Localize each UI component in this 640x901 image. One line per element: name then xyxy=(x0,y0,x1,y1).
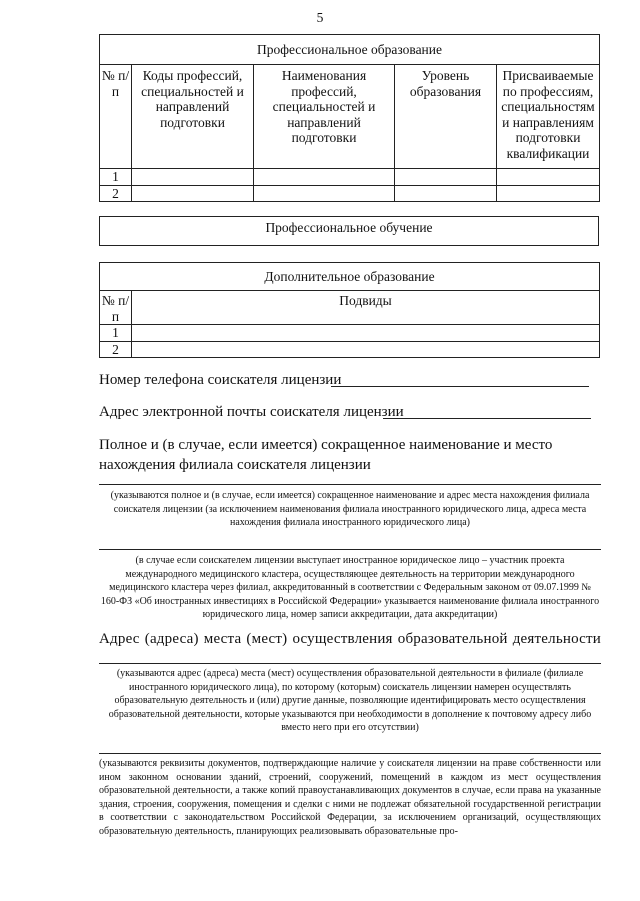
cluster-input-line[interactable] xyxy=(99,549,601,550)
address-input-line[interactable] xyxy=(99,663,601,664)
row-number: 1 xyxy=(100,325,132,342)
page-number: 5 xyxy=(316,10,324,25)
col-header-number: № п/п xyxy=(100,291,132,325)
additional-education-table xyxy=(99,262,600,358)
cell-names[interactable] xyxy=(254,169,395,186)
table-row xyxy=(100,341,600,358)
cell-codes[interactable] xyxy=(132,185,254,202)
branch-note: (указываются полное и (в случае, если имеется) сокращенное наименование и адрес места нахождения филиала соискателя лицензии (за исключением наименования филиала иностранного юридического лица, адреса места нахождения филиала иностранного юридического лица) xyxy=(110,490,590,528)
cell-subtypes[interactable] xyxy=(132,325,600,342)
col-header-names: Наименования профессий, специальностей и направлений подготовки xyxy=(254,65,395,169)
phone-input-line[interactable] xyxy=(331,386,589,387)
cell-names[interactable] xyxy=(254,185,395,202)
phone-label: Номер телефона соискателя лицензии xyxy=(99,372,342,388)
cell-level[interactable] xyxy=(395,169,497,186)
table-row xyxy=(100,169,600,186)
row-number: 2 xyxy=(100,341,132,358)
col-header-codes: Коды профессий, специальностей и направлений подготовки xyxy=(132,65,254,169)
col-header-subtypes: Подвиды xyxy=(132,291,600,325)
documents-note: (указываются реквизиты документов, подтверждающие наличие у соискателя лицензии на праве собственности или ином законном основании зданий, строений, сооружений, помещений в каждом из мест осуществления образовательной деятельности, а также копий правоустанавливающих документов в случае, если права на указанные здания, строения, сооружения, помещения и сделки с ними не подлежат обязательной государственной регистрации в соответствии с законодательством Российской Федерации, за исключением организаций, осуществляющих образовательную деятельность, планирующих реализовывать образовательные про- xyxy=(99,758,601,837)
col-header-level: Уровень образования xyxy=(395,65,497,169)
branch-label: Полное и (в случае, если имеется) сокращенное наименование и место нахождения филиала соискателя лицензии xyxy=(99,437,553,473)
email-label: Адрес электронной почты соискателя лицензии xyxy=(99,404,404,420)
row-number: 2 xyxy=(100,185,132,202)
cell-level[interactable] xyxy=(395,185,497,202)
col-header-number: № п/п xyxy=(100,65,132,169)
cell-qualifications[interactable] xyxy=(497,185,600,202)
table-row xyxy=(100,185,600,202)
row-number: 1 xyxy=(100,169,132,186)
cell-qualifications[interactable] xyxy=(497,169,600,186)
documents-input-line[interactable] xyxy=(99,753,601,754)
professional-education-title: Профессиональное образование xyxy=(100,35,600,65)
additional-education-title: Дополнительное образование xyxy=(100,263,600,291)
col-header-qualifications: Присваиваемые по профессиям, специальностям и направлениям подготовки квалификации xyxy=(497,65,600,169)
cluster-note: (в случае если соискателем лицензии выступает иностранное юридическое лицо – участник проекта международного медицинского кластера, осуществляющее деятельность на территории международного медицинского кластера через филиал, аккредитованный в соответствии с Федеральным законом от 09.07.1999 № 160-ФЗ «Об иностранных инвестициях в Российской Федерации» указывается наименование филиала иностранного юридического лица, номер записи аккредитации, дата аккредитации) xyxy=(100,555,600,620)
address-note: (указываются адрес (адреса) места (мест) осуществления образовательной деятельности в филиале (филиале иностранного юридического лица), по которому (которым) соискатель лицензии намерен осуществлять образовательную деятельность и (или) другие данные, позволяющие идентифицировать место осуществления образовательной деятельности, которые указываются при необходимости в дополнение к почтовому адресу либо вместо него при его отсутствии) xyxy=(108,668,592,733)
address-label: Адрес (адреса) места (мест) осуществления образовательной деятельности xyxy=(99,631,601,647)
table-row xyxy=(100,325,600,342)
cell-codes[interactable] xyxy=(132,169,254,186)
professional-education-table xyxy=(99,34,600,202)
cell-subtypes[interactable] xyxy=(132,341,600,358)
professional-training-box: Профессиональное обучение xyxy=(99,216,599,246)
branch-input-line[interactable] xyxy=(99,484,601,485)
email-input-line[interactable] xyxy=(383,418,591,419)
